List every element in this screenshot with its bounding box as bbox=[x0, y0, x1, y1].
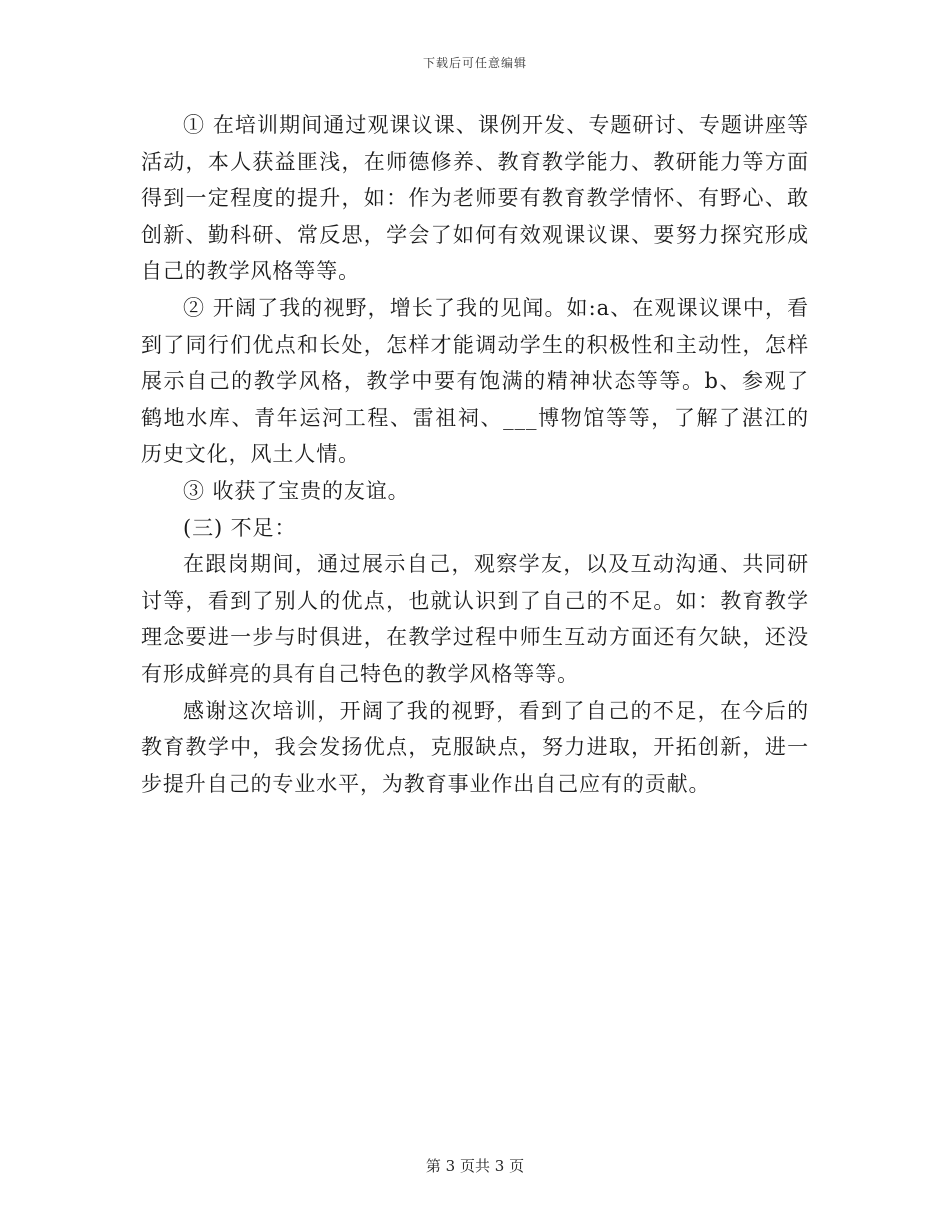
page-header: 下载后可任意编辑 bbox=[422, 56, 527, 70]
paragraph-shortcomings: 在跟岗期间，通过展示自己，观察学友，以及互动沟通、共同研讨等，看到了别人的优点，也就认识到了自己的不足。如：教育教学理念要进一步与时俱进，在教学过程中师生互动方面还有欠缺，还没有形成鲜亮的具有自己特色的教学风格等等。 bbox=[141, 552, 809, 686]
paragraph-gains-3: ③ 收获了宝贵的友谊。 bbox=[183, 478, 410, 503]
paragraph-gains-2: ② 开阔了我的视野，增长了我的见闻。如:a、在观课议课中，看到了同行们优点和长处，怎样才能调动学生的积极性和主动性，怎样展示自己的教学风格，教学中要有饱满的精神状态等等。b、参观了鹤地水库、青年运河工程、雷祖祠、___博物馆等等，了解了湛江的历史文化，风土人情。 bbox=[141, 295, 809, 467]
paragraph-gains-1: ① 在培训期间通过观课议课、课例开发、专题研讨、专题讲座等活动，本人获益匪浅，在师德修养、教育教学能力、教研能力等方面得到一定程度的提升，如：作为老师要有教育教学情怀、有野心、敢创新、勤科研、常反思，学会了如何有效观课议课、要努力探究形成自己的教学风格等等。 bbox=[141, 113, 809, 284]
page-number-footer: 第 3 页共 3 页 bbox=[425, 1157, 525, 1175]
document-body bbox=[141, 107, 809, 802]
section-heading-shortcomings: (三) 不足： bbox=[183, 515, 297, 540]
paragraph-conclusion: 感谢这次培训，开阔了我的视野，看到了自己的不足，在今后的教育教学中，我会发扬优点，克服缺点，努力进取，开拓创新，进一步提升自己的专业水平，为教育事业作出自己应有的贡献。 bbox=[141, 698, 809, 796]
